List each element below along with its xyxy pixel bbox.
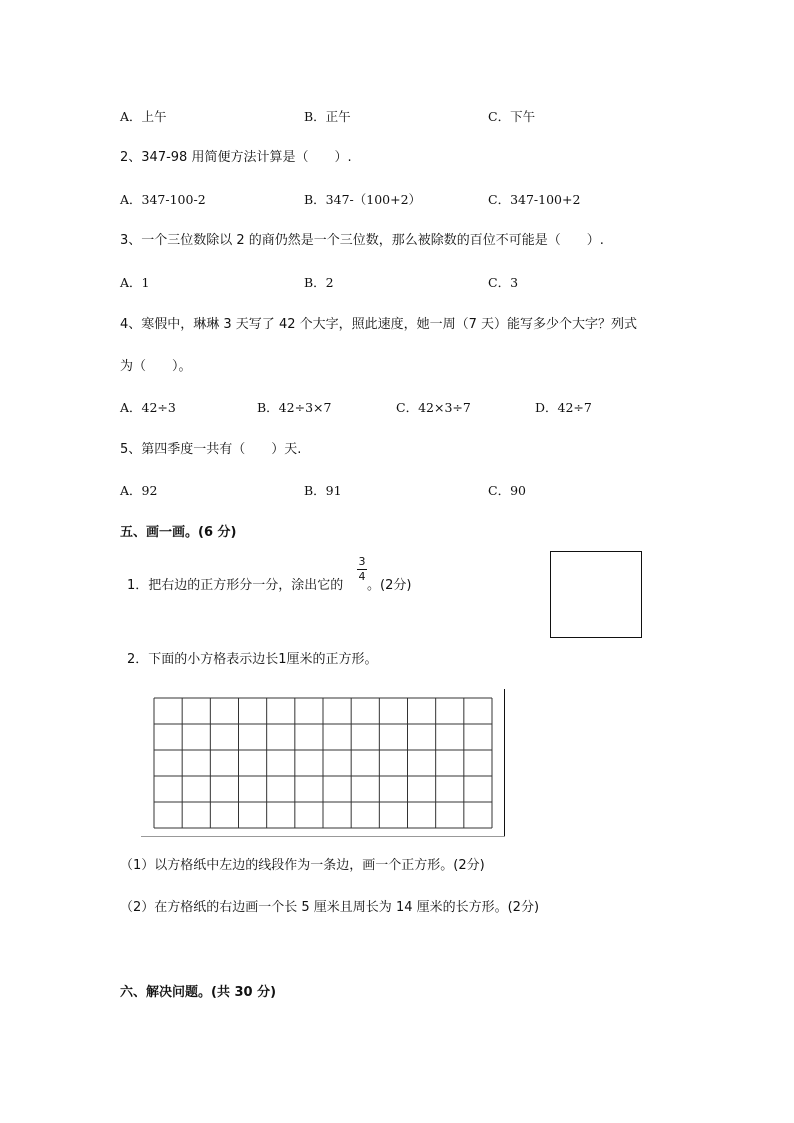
section6-title: 六、解决问题。(共 30 分) — [120, 985, 277, 1000]
q3-option-c: C．3 — [488, 275, 519, 290]
q3-stem: 3、一个三位数除以 2 的商仍然是一个三位数，那么被除数的百位不可能是（ ）. — [120, 233, 604, 248]
q4-stem-line2: 为（ ）。 — [120, 359, 192, 374]
q4-option-d: D．42÷7 — [535, 400, 592, 415]
q1-option-b: B．正午 — [304, 109, 351, 124]
q2-stem: 2、347-98 用简便方法计算是（ ）. — [120, 150, 352, 165]
q5-option-b: B．91 — [304, 483, 342, 498]
grid-right-line — [504, 689, 505, 836]
q5-option-c: C．90 — [488, 483, 526, 498]
q4-option-b: B．42÷3×7 — [257, 400, 332, 415]
q1-option-c: C．下午 — [488, 109, 536, 124]
q2-option-a: A．347-100-2 — [120, 192, 206, 207]
grid-paper — [153, 697, 493, 829]
q2-option-b: B．347-（100+2） — [304, 192, 422, 207]
q3-option-b: B．2 — [304, 275, 334, 290]
section5-sub2: （2）在方格纸的右边画一个长 5 厘米且周长为 14 厘米的长方形。(2分) — [120, 900, 540, 915]
section5-item1-text: 1．把右边的正方形分一分，涂出它的 — [127, 578, 344, 593]
fraction-numerator: 3 — [358, 555, 366, 568]
section5-item1-suffix: 。(2分) — [367, 578, 412, 593]
section5-item2-text: 2．下面的小方格表示边长1厘米的正方形。 — [127, 652, 378, 667]
q1-option-a: A．上午 — [120, 109, 167, 124]
grid-bottom-line — [141, 836, 505, 837]
q5-option-a: A．92 — [120, 483, 158, 498]
q4-option-a: A．42÷3 — [120, 400, 176, 415]
square-to-divide — [550, 551, 642, 638]
q3-option-a: A．1 — [120, 275, 150, 290]
section5-sub1: （1）以方格纸中左边的线段作为一条边，画一个正方形。(2分) — [120, 858, 485, 873]
section5-title: 五、画一画。(6 分) — [120, 525, 237, 540]
fraction-denominator: 4 — [358, 570, 366, 583]
q4-option-c: C．42×3÷7 — [396, 400, 471, 415]
q2-option-c: C．347-100+2 — [488, 192, 581, 207]
q5-stem: 5、第四季度一共有（ ）天. — [120, 442, 302, 457]
q4-stem-line1: 4、寒假中，琳琳 3 天写了 42 个大字，照此速度，她一周（7 天）能写多少个大字？列式 — [120, 317, 638, 332]
fraction-three-quarters — [357, 556, 367, 583]
